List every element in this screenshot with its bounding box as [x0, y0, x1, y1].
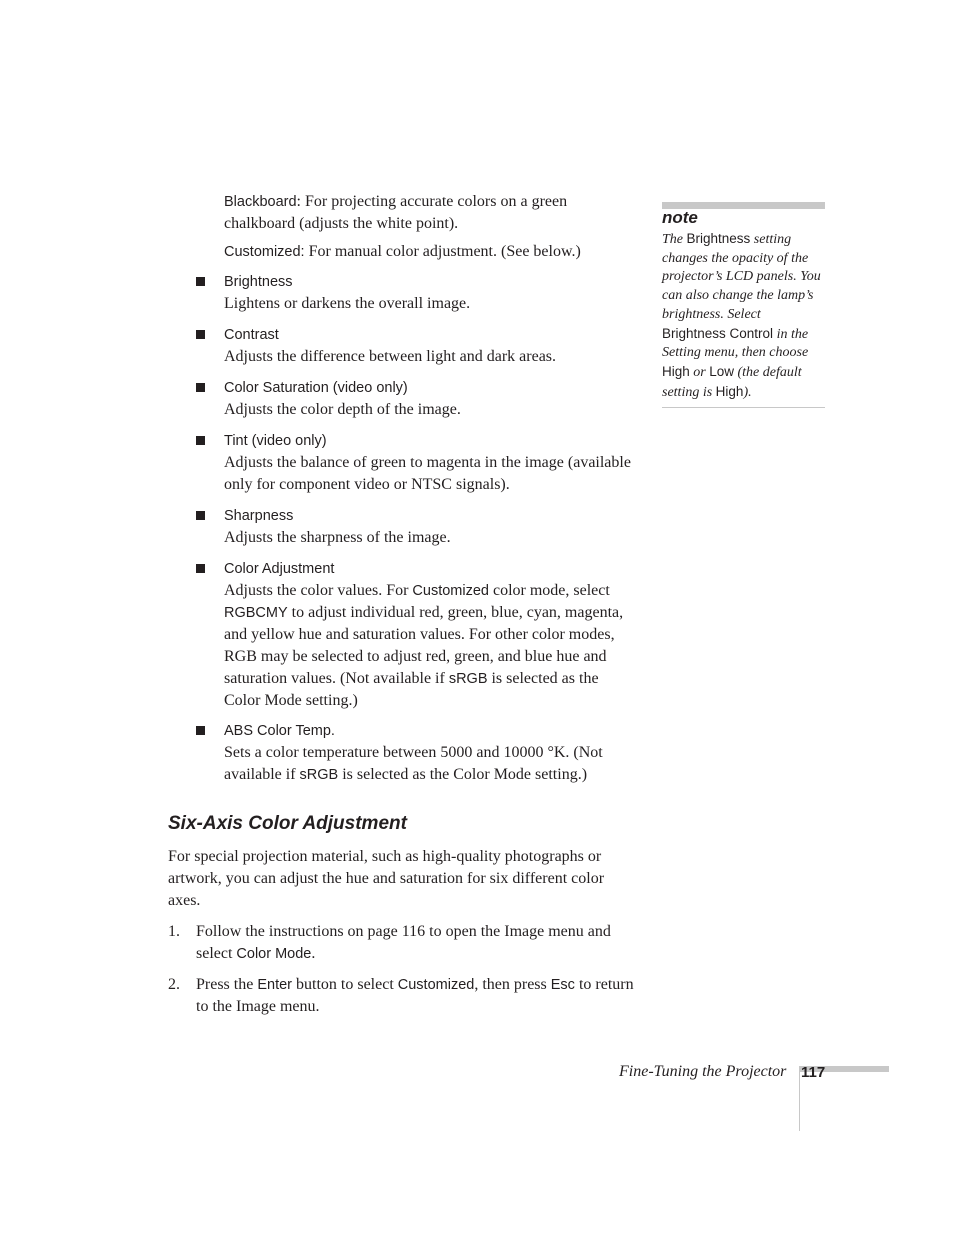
ui-term: Brightness Control: [662, 325, 774, 341]
customized-item: [224, 241, 634, 263]
step-text: [196, 921, 636, 965]
note-title: note: [662, 208, 698, 227]
step-number: 2.: [168, 976, 180, 993]
ui-term: Enter: [257, 977, 292, 993]
text-run: is selected as the Color Mode setting.): [224, 670, 599, 709]
bullet-title: Color Adjustment: [224, 561, 335, 577]
text-run: , then press: [474, 976, 551, 993]
text-run: setting changes the opacity of the projector’s LCD panels. You can also change the lamp’s brightness. Select: [662, 232, 821, 322]
ui-term: High: [662, 363, 690, 379]
ui-term: Esc: [550, 977, 575, 993]
bullet-square-icon: [196, 511, 205, 520]
text-run: in the Setting menu, then choose: [662, 326, 809, 361]
step-text: [196, 974, 636, 1018]
bullet-square-icon: [196, 277, 205, 286]
ui-term: sRGB: [299, 767, 339, 783]
ui-term: Brightness: [686, 231, 751, 246]
text-run: (the default setting is: [662, 364, 802, 400]
text-run: color mode, select: [488, 582, 610, 599]
bullet-description: [224, 527, 636, 549]
text-run: button to select: [292, 976, 398, 993]
text-run: Adjusts the sharpness of the image.: [224, 529, 451, 546]
blackboard-text: : For projecting accurate colors on a green chalkboard (adjusts the white point).: [224, 193, 568, 232]
note-bottom-rule: [662, 407, 825, 408]
text-run: Adjusts the balance of green to magenta in the image (available only for component video or NTSC signals).: [224, 454, 631, 493]
text-run: ).: [743, 384, 752, 400]
text-run: Adjusts the difference between light and dark areas.: [224, 348, 557, 365]
bullet-title: Brightness: [224, 274, 293, 290]
text-run: to return to the Image menu.: [196, 976, 634, 1015]
bullet-square-icon: [196, 564, 205, 573]
bullet-square-icon: [196, 436, 205, 445]
bullet-description: [224, 742, 636, 786]
text-run: to adjust individual red, green, blue, cyan, magenta, and yellow hue and saturation values. For other color modes, RGB may be selected to adjust red, green, and blue hue and saturation values. (Not available if: [224, 604, 624, 687]
page-number: 117: [801, 1064, 826, 1081]
text-run: Adjusts the color depth of the image.: [224, 401, 461, 418]
bullet-description: [224, 346, 636, 368]
text-run: Lightens or darkens the overall image.: [224, 295, 471, 312]
bullet-square-icon: [196, 726, 205, 735]
bullet-title: Tint (video only): [224, 433, 327, 449]
text-run: or: [689, 364, 710, 380]
ui-term: Low: [709, 363, 734, 379]
section-intro: For special projection material, such as high-quality photographs or artwork, you can adjust the hue and saturation for six different color axes.: [168, 848, 605, 909]
bullet-square-icon: [196, 330, 205, 339]
note-body: [662, 230, 828, 402]
ui-term: High: [715, 383, 744, 399]
text-run: Follow the instructions on page 116 to open the Image menu and select: [196, 923, 611, 962]
bullet-description: [224, 293, 636, 315]
footer-chapter-title: Fine-Tuning the Projector: [619, 1063, 787, 1080]
customized-term: Customized:: [224, 244, 305, 260]
text-run: The: [662, 232, 687, 247]
blackboard-term: Blackboard: [224, 194, 297, 210]
step-number: 1.: [168, 923, 180, 940]
bullet-title: Sharpness: [224, 508, 294, 524]
blackboard-item: [224, 191, 634, 235]
bullet-description: [224, 399, 636, 421]
text-run: Adjusts the color values. For: [224, 582, 413, 599]
bullet-title: ABS Color Temp.: [224, 723, 335, 739]
ui-term: RGBCMY: [224, 605, 288, 621]
text-run: .: [311, 945, 316, 962]
ui-term: sRGB: [448, 671, 488, 687]
bullet-title: Color Saturation (video only): [224, 380, 408, 396]
bullet-square-icon: [196, 383, 205, 392]
bullet-title: Contrast: [224, 327, 279, 343]
ui-term: Color Mode: [236, 946, 312, 962]
text-run: is selected as the Color Mode setting.): [338, 766, 588, 783]
bullet-description: [224, 452, 636, 496]
bullet-description: [224, 580, 636, 712]
text-run: Sets a color temperature between 5000 and 10000 °K. (Not available if: [224, 744, 603, 783]
ui-term: Customized: [412, 583, 489, 599]
text-run: Press the: [196, 976, 258, 993]
customized-text: For manual color adjustment. (See below.): [304, 243, 581, 260]
section-heading: Six-Axis Color Adjustment: [168, 813, 407, 834]
ui-term: Customized: [397, 977, 475, 993]
footer-vertical-rule: [799, 1066, 800, 1131]
